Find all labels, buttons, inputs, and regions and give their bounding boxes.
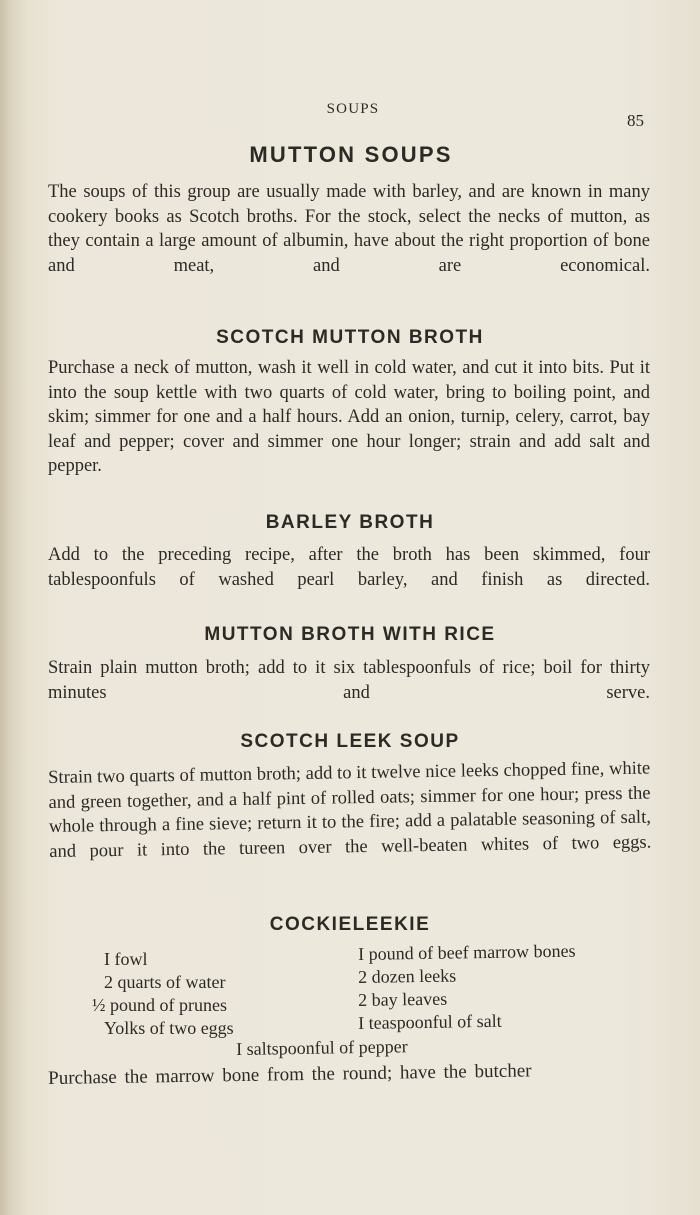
section-body-barley-broth: Add to the preceding recipe, after the broth has been skimmed, four tablespoonfuls of washed pearl barley, and finish as directed. (48, 545, 650, 590)
section-body-cockieleekie: Purchase the marrow bone from the round; have the butcher (48, 1060, 532, 1089)
ingredient-list-item: 2 quarts of water (104, 972, 226, 992)
ingredient-list-item: I pound of beef marrow bones (358, 940, 576, 964)
page-title: MUTTON SOUPS (249, 142, 453, 167)
section-heading-scotch-leek-soup: SCOTCH LEEK SOUP (240, 731, 460, 752)
section-heading-scotch-mutton-broth: SCOTCH MUTTON BROTH (216, 327, 484, 348)
section-heading-cockieleekie: COCKIELEEKIE (269, 914, 431, 935)
ingredient-list-item: Yolks of two eggs (104, 1018, 234, 1038)
ingredient-list-item: I fowl (104, 949, 148, 969)
running-head: SOUPS (326, 101, 380, 117)
page-number: 85 (627, 111, 644, 130)
section-heading-barley-broth: BARLEY BROTH (265, 512, 435, 533)
ingredient-list-item: 2 bay leaves (358, 988, 448, 1010)
ingredient-list-item: ½ pound of prunes (92, 995, 227, 1015)
section-body-mutton-broth-rice: Strain plain mutton broth; add to it six tablespoonfuls of rice; boil for thirty minutes and serve. (48, 658, 650, 703)
intro-paragraph: The soups of this group are usually made with barley, and are known in many cookery books as Scotch broths. For the stock, select the necks of mutton, as they contain a large amount of albumin, have about the right proportion of bone and meat, and are economical. (48, 182, 650, 276)
section-body-scotch-leek-soup: Strain two quarts of mutton broth; add to it twelve nice leeks chopped fine, white and green together, and a half pint of rolled oats; simmer for one hour; press the whole through a fine sieve; return it to the fire; add a palatable seasoning of salt, and pour it into the tureen over the well-beaten whites of two eggs. (48, 758, 652, 862)
ingredient-list-item: 2 dozen leeks (358, 965, 457, 987)
ingredient-list-item: I saltspoonful of pepper (236, 1036, 408, 1059)
section-heading-mutton-broth-rice: MUTTON BROTH WITH RICE (204, 624, 496, 645)
section-body-scotch-mutton-broth: Purchase a neck of mutton, wash it well in cold water, and cut it into bits. Put it into the soup kettle with two quarts of cold water, bring to boiling point, and skim; simmer for one and a half hours. Add an onion, turnip, celery, carrot, bay leaf and pepper; cover and simmer one hour longer; strain and add salt and pepper. (48, 358, 650, 477)
ingredient-list-item: I teaspoonful of salt (358, 1010, 502, 1033)
